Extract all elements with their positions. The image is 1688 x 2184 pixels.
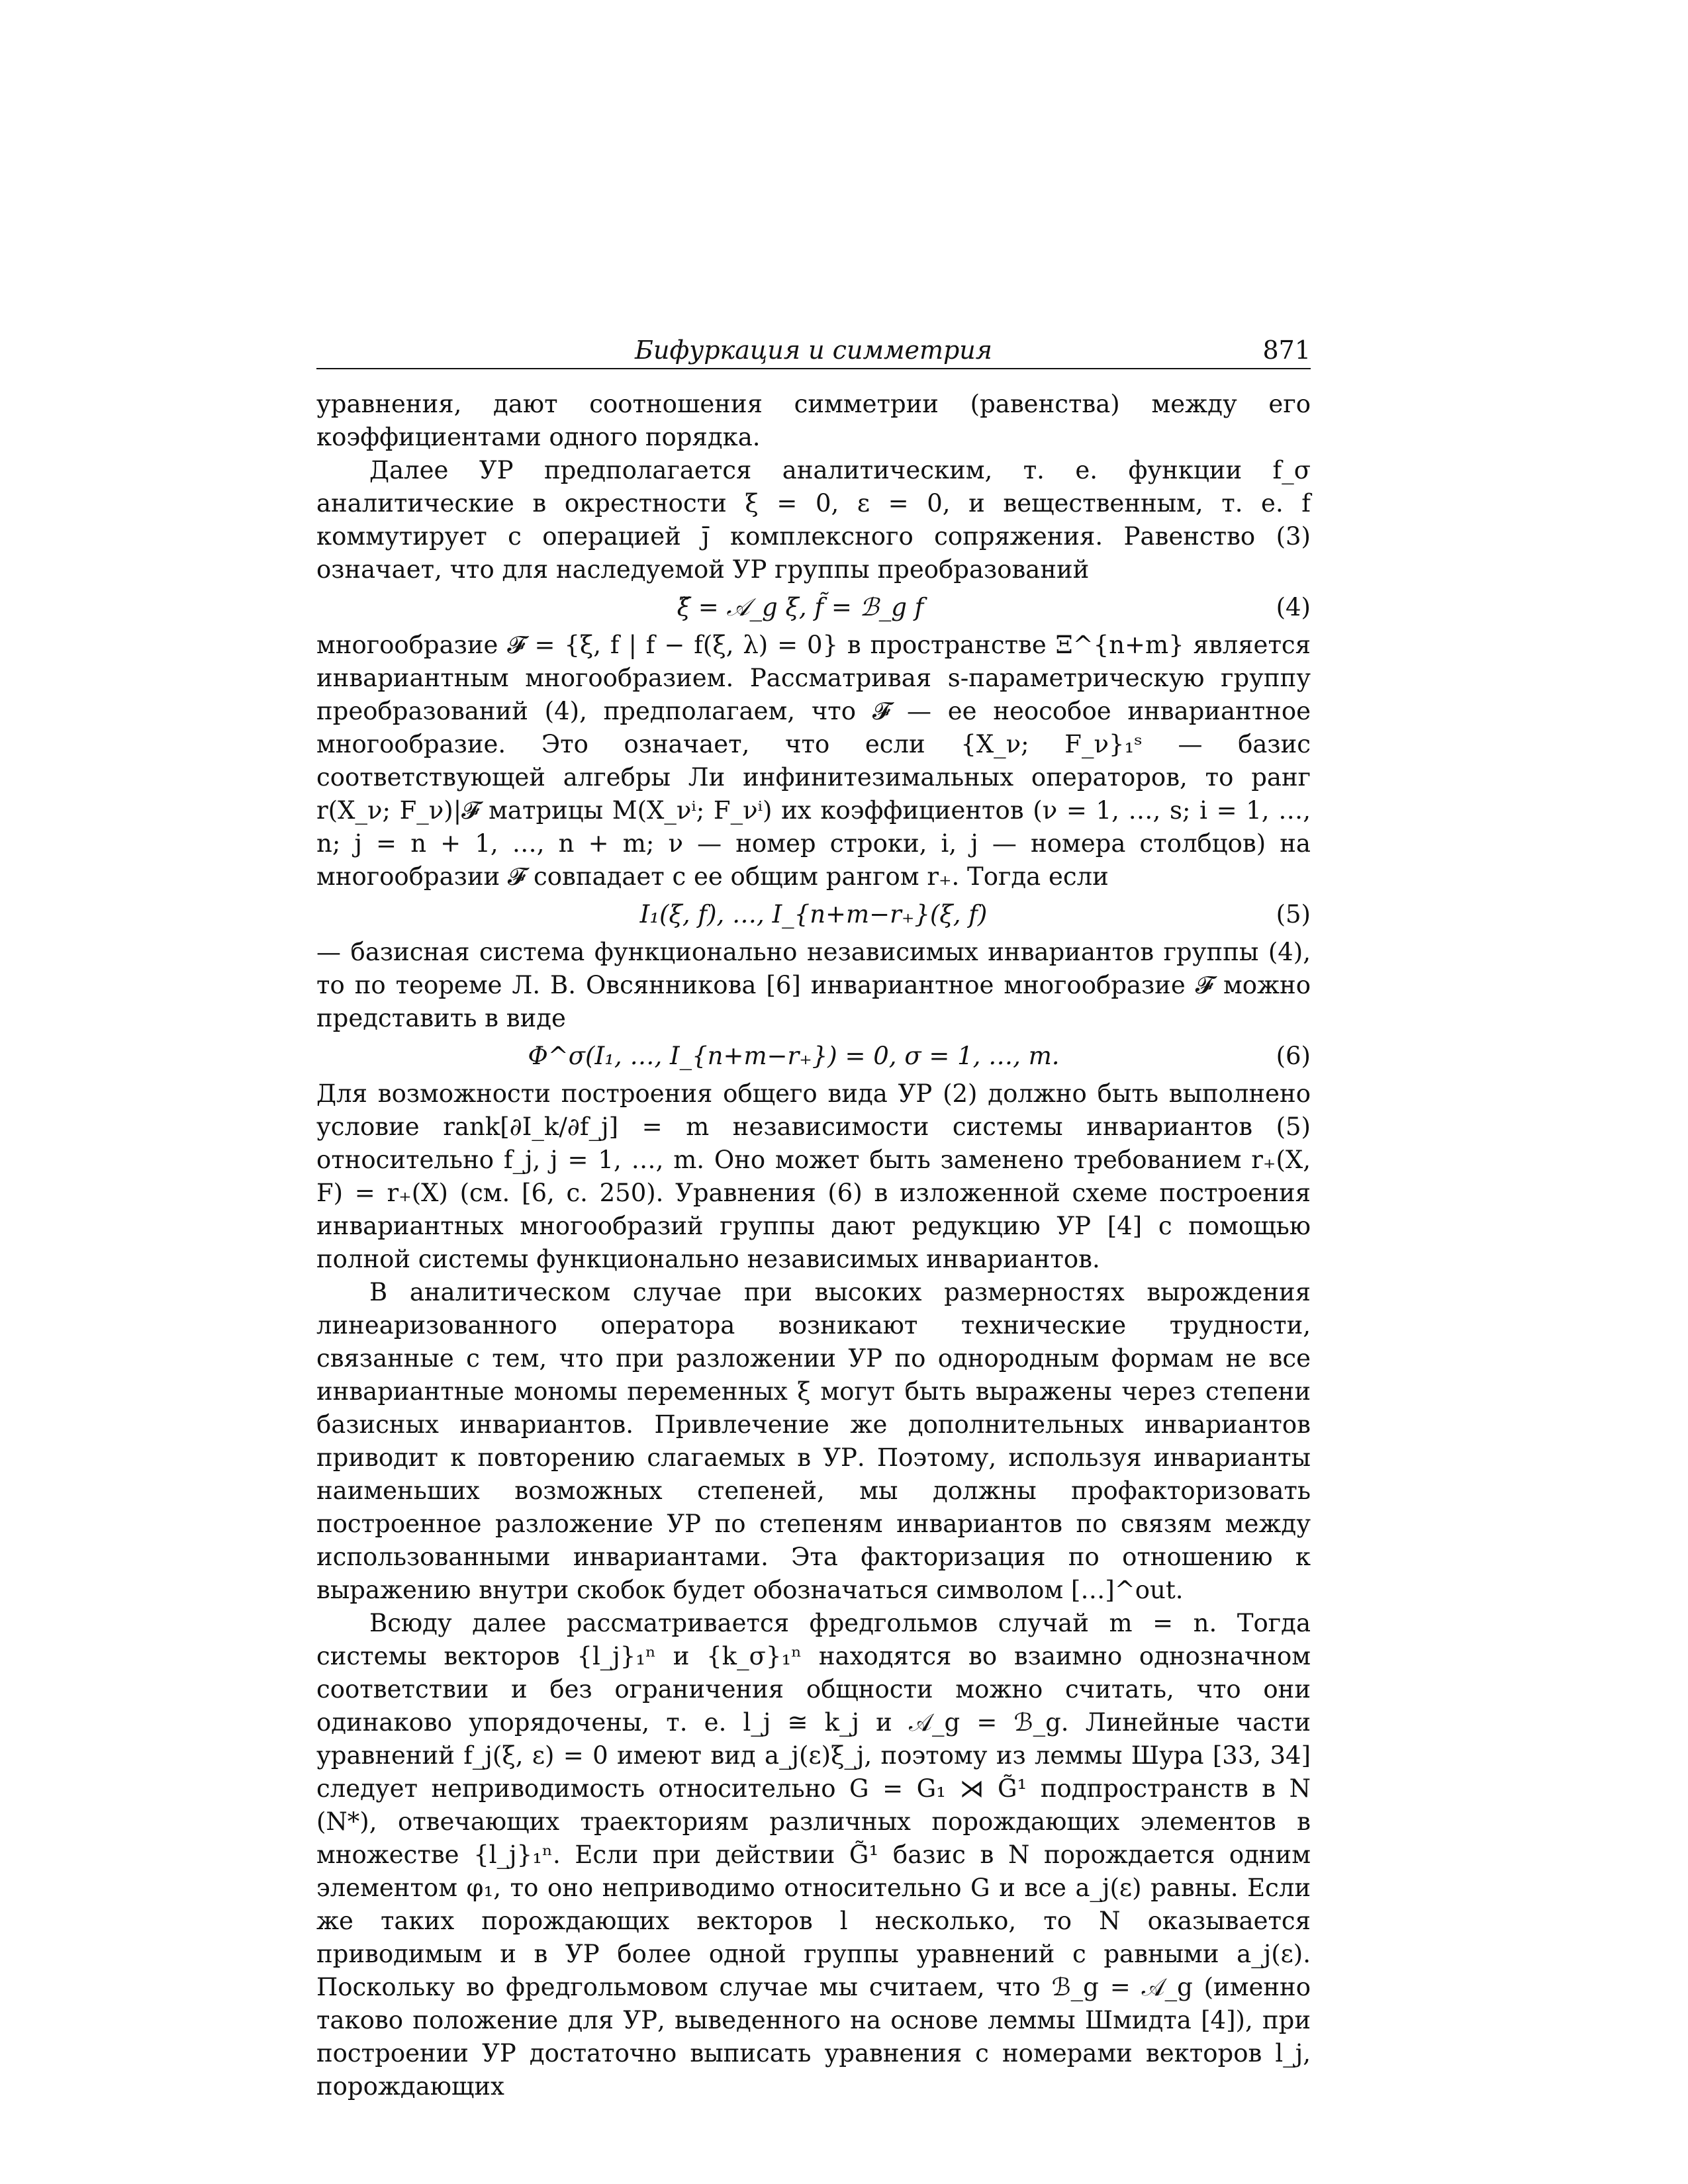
body-text bbox=[316, 388, 1311, 2103]
paragraph: — базисная система функционально независимых инвариантов группы (4), то по теореме Л. В. Овсянникова [6] инвариантное многообразие 𝓕 можно представить в виде bbox=[316, 938, 1311, 1032]
equation-5 bbox=[316, 895, 1311, 934]
running-header bbox=[316, 334, 1311, 369]
paragraph: В аналитическом случае при высоких размерностях вырождения линеаризованного оператора возникают технические трудности, связанные с тем, что при разложении УР по однородным формам не все инвариантные мономы переменных ξ могут быть выражены через степени базисных инвариантов. Привлечение же дополнительных инвариантов приводит к повторению слагаемых в УР. Поэтому, используя инварианты наименьших возможных степеней, мы должны профакторизовать построенное разложение УР по степеням инвариантов по связям между использованными инвариантами. Эта факторизация по отношению к выражению внутри скобок будет обозначаться символом […]^out. bbox=[316, 1278, 1311, 1604]
paragraph: Всюду далее рассматривается фредгольмов случай m = n. Тогда системы векторов {l_j}₁ⁿ и {k_σ}₁ⁿ находятся во взаимно однозначном соответствии и без ограничения общности можно считать, что они одинаково упорядочены, т. е. l_j ≅ k_j и 𝒜_g = ℬ_g. Линейные части уравнений f_j(ξ, ε) = 0 имеют вид a_j(ε)ξ_j, поэтому из леммы Шура [33, 34] следует неприводимость относительно G = G₁ ⋊ G̃¹ подпространств в N (N*), отвечающих траекториям различных порождающих элементов в множестве {l_j}₁ⁿ. Если при действии G̃¹ базис в N порождается одним элементом φ₁, то оно неприводимо относительно G и все a_j(ε) равны. Если же таких порождающих векторов l несколько, то N оказывается приводимым и в УР более одной группы уравнений с равными a_j(ε). Поскольку во фредгольмовом случае мы считаем, что ℬ_g = 𝒜_g (именно таково положение для УР, выведенного на основе леммы Шмидта [4]), при построении УР достаточно выписать уравнения с номерами векторов l_j, порождающих bbox=[316, 1609, 1311, 2101]
paragraph: Далее УР предполагается аналитическим, т. е. функции f_σ аналитические в окрестности ξ = 0, ε = 0, и вещественным, т. е. f коммутирует с операцией j̄ комплексного сопряжения. Равенство (3) означает, что для наследуемой УР группы преобразований bbox=[316, 456, 1311, 584]
paper-page bbox=[316, 334, 1311, 2103]
paragraph: многообразие 𝓕 = {ξ, f | f − f(ξ, λ) = 0} в пространстве Ξ^{n+m} является инвариантным многообразием. Рассматривая s-параметрическую группу преобразований (4), предполагаем, что 𝓕 — ее неособое инвариантное многообразие. Это означает, что если {X_ν; F_ν}₁ˢ — базис соответствующей алгебры Ли инфинитезимальных операторов, то ранг r(X_ν; F_ν)|𝓕 матрицы M(X_νⁱ; F_νⁱ) их коэффициентов (ν = 1, …, s; i = 1, …, n; j = n + 1, …, n + m; ν — номер строки, i, j — номера столбцов) на многообразии 𝓕 совпадает с ее общим рангом r₊. Тогда если bbox=[316, 631, 1311, 891]
running-title: Бифуркация и симметрия bbox=[635, 336, 992, 365]
paragraph: Для возможности построения общего вида УР (2) должно быть выполнено условие rank[∂I_k/∂f_j] = m независимости системы инвариантов (5) относительно f_j, j = 1, …, m. Оно может быть заменено требованием r₊(X, F) = r₊(X) (см. [6, с. 250). Уравнения (6) в изложенной схеме построения инвариантных многообразий группы дают редукцию УР [4] с помощью полной системы функционально независимых инвариантов. bbox=[316, 1079, 1311, 1273]
equation-expression: I₁(ξ, f), …, I_{n+m−r₊}(ξ, f) bbox=[639, 900, 988, 929]
equation-number: (4) bbox=[1276, 593, 1311, 621]
equation-6 bbox=[316, 1036, 1311, 1076]
equation-4 bbox=[316, 588, 1311, 627]
page-number: 871 bbox=[1262, 336, 1311, 365]
equation-expression: ξ̃ = 𝒜_g ξ, f̃ = ℬ_g f bbox=[677, 593, 924, 621]
paragraph: уравнения, дают соотношения симметрии (равенства) между его коэффициентами одного порядка. bbox=[316, 390, 1311, 451]
equation-number: (5) bbox=[1276, 900, 1311, 929]
equation-expression: Φ^σ(I₁, …, I_{n+m−r₊}) = 0, σ = 1, …, m. bbox=[528, 1042, 1060, 1070]
equation-number: (6) bbox=[1276, 1042, 1311, 1070]
